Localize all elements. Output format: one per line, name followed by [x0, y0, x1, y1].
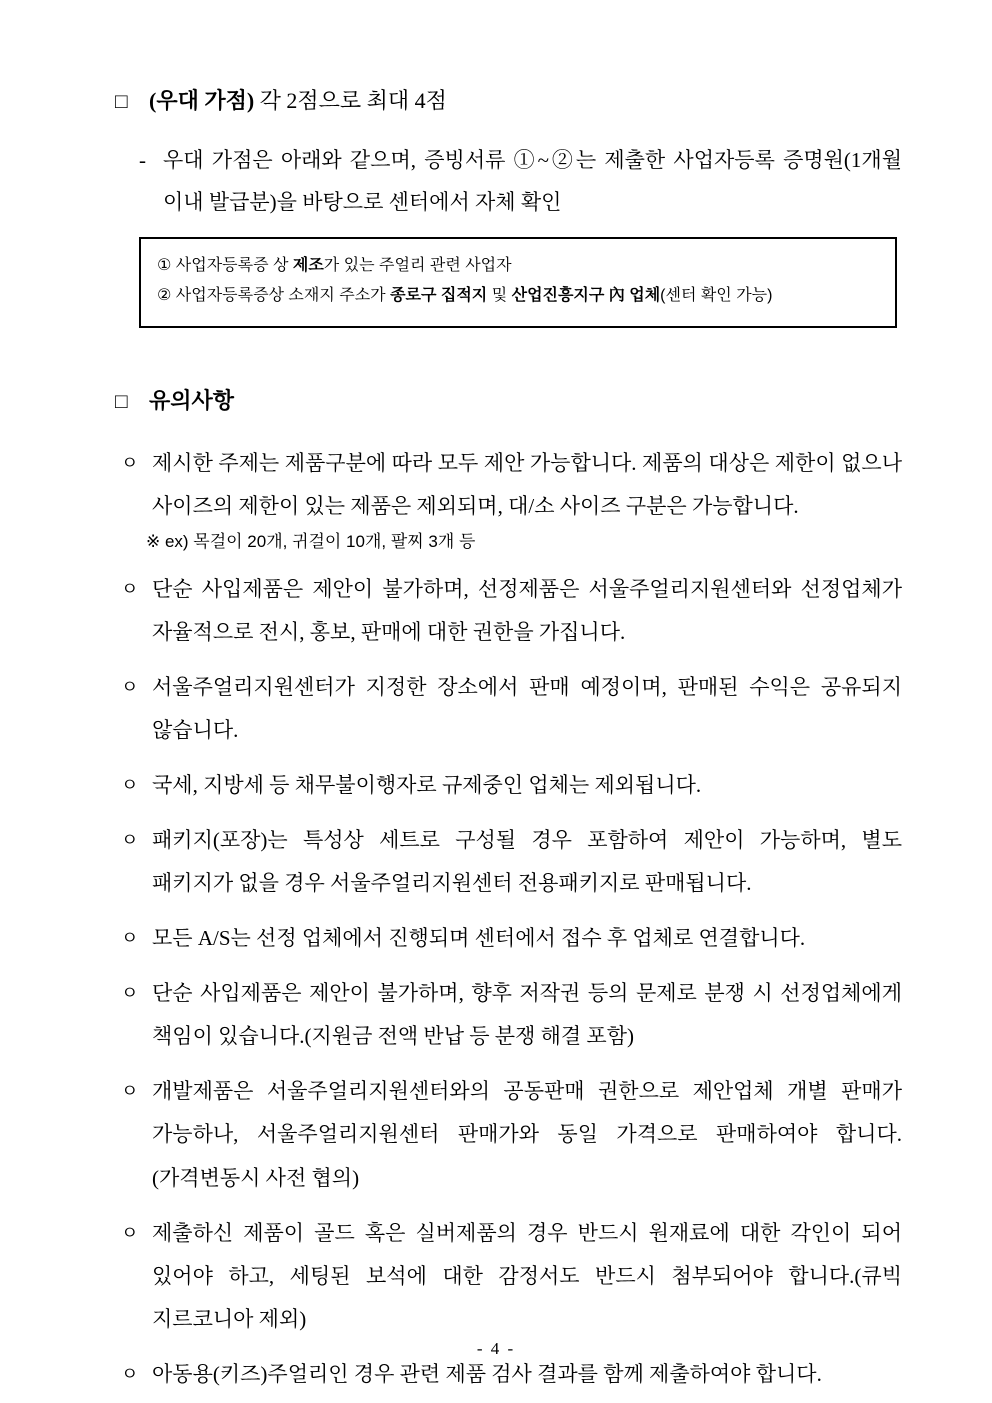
notice-text: 제출하신 제품이 골드 혹은 실버제품의 경우 반드시 원재료에 대한 각인이 되어 있어야 하고, 세팅된 보석에 대한 감정서도 반드시 첨부되어야 합니다.(큐빅 지르코니아 제외) [152, 1220, 902, 1331]
notice-text: 국세, 지방세 등 채무불이행자로 규제중인 업체는 제외됩니다. [152, 772, 702, 797]
notice-item [115, 442, 902, 555]
bold-text-run: 산업진흥지구 內 업체 [511, 287, 661, 305]
notice-text: 제시한 주제는 제품구분에 따라 모두 제안 가능합니다. 제품의 대상은 제한이 없으나 사이즈의 제한이 있는 제품은 제외되며, 대/소 사이즈 구분은 가능합니다. [152, 451, 902, 519]
preference-title-bold: (우대 가점) [149, 88, 255, 113]
dash-bullet: - [139, 147, 146, 172]
bold-text-run: 제조 [292, 256, 324, 274]
circle-bullet-icon: ㅇ [121, 774, 139, 795]
evidence-item-1 [157, 251, 879, 281]
preference-title-rest: 각 2점으로 최대 4점 [254, 88, 447, 113]
notice-section-title: 유의사항 [149, 387, 235, 413]
circle-bullet-icon: ㅇ [121, 676, 139, 697]
circle-bullet-icon: ㅇ [121, 453, 139, 474]
notice-text: 서울주얼리지원센터가 지정한 장소에서 판매 예정이며, 판매된 수익은 공유되지 않습니다. [152, 674, 902, 742]
notice-item [115, 764, 902, 807]
preference-detail [139, 139, 902, 223]
square-bullet-icon: □ [115, 388, 128, 413]
notice-row [115, 972, 902, 1058]
text-run: 및 [487, 287, 512, 305]
circle-bullet-icon: ㅇ [121, 928, 139, 949]
notice-item [115, 917, 902, 960]
notice-text: 패키지(포장)는 특성상 세트로 구성될 경우 포함하여 제안이 가능하며, 별도 패키지가 없을 경우 서울주얼리지원센터 전용패키지로 판매됩니다. [152, 828, 902, 896]
notice-item [115, 972, 902, 1058]
page-number: - 4 - [476, 1339, 516, 1358]
notice-row [115, 442, 902, 528]
notice-row [115, 1353, 902, 1396]
notice-section-header [115, 386, 902, 417]
notice-row [115, 764, 902, 807]
preference-section-title [149, 86, 447, 117]
circle-bullet-icon: ㅇ [121, 1222, 139, 1243]
text-run: 가 있는 주얼리 관련 사업자 [323, 256, 512, 274]
notice-row [115, 666, 902, 752]
notice-row [115, 819, 902, 905]
notice-item [115, 568, 902, 654]
notice-row [115, 1212, 902, 1341]
text-run: ① 사업자등록증 상 [157, 256, 293, 274]
notice-text: 모든 A/S는 선정 업체에서 진행되며 센터에서 접수 후 업체로 연결합니다. [152, 926, 806, 951]
notice-list [115, 442, 902, 1396]
square-bullet-icon: □ [115, 89, 128, 113]
circle-bullet-icon: ㅇ [121, 830, 139, 851]
notice-item [115, 666, 902, 752]
text-run: ② 사업자등록증상 소재지 주소가 [157, 287, 391, 305]
example-note: ※ ex) 목걸이 20개, 귀걸이 10개, 팔찌 3개 등 [146, 532, 476, 552]
notice-text: 단순 사입제품은 제안이 불가하며, 향후 저작권 등의 문제로 분쟁 시 선정업체에게 책임이 있습니다.(지원금 전액 반납 등 분쟁 해결 포함) [152, 981, 902, 1049]
preference-detail-text: 우대 가점은 아래와 같으며, 증빙서류 ①~②는 제출한 사업자등록 증명원(1개월 이내 발급분)을 바탕으로 센터에서 자체 확인 [163, 147, 902, 214]
evidence-box [139, 237, 897, 328]
notice-item [115, 819, 902, 905]
notice-row [115, 917, 902, 960]
notice-item [115, 1353, 902, 1396]
text-run: (센터 확인 가능) [660, 287, 773, 305]
notice-text: 아동용(키즈)주얼리인 경우 관련 제품 검사 결과를 함께 제출하여야 합니다. [152, 1361, 822, 1386]
evidence-item-2 [157, 281, 879, 311]
notice-row [115, 568, 902, 654]
notice-text: 개발제품은 서울주얼리지원센터와의 공동판매 권한으로 제안업체 개별 판매가 가능하나, 서울주얼리지원센터 판매가와 동일 가격으로 판매하여야 합니다.(가격변동시 사전 협의) [152, 1079, 902, 1190]
circle-bullet-icon: ㅇ [121, 1081, 139, 1102]
circle-bullet-icon: ㅇ [121, 578, 139, 599]
notice-text: 단순 사입제품은 제안이 불가하며, 선정제품은 서울주얼리지원센터와 선정업체가 자율적으로 전시, 홍보, 판매에 대한 권한을 가집니다. [152, 576, 902, 644]
notice-item [115, 1070, 902, 1199]
notice-item [115, 1212, 902, 1341]
preference-section-header [115, 86, 902, 117]
notice-row [115, 1070, 902, 1199]
circle-bullet-icon: ㅇ [121, 1363, 139, 1384]
circle-bullet-icon: ㅇ [121, 983, 139, 1004]
document-content [115, 86, 902, 1396]
bold-text-run: 종로구 집적지 [390, 287, 488, 305]
